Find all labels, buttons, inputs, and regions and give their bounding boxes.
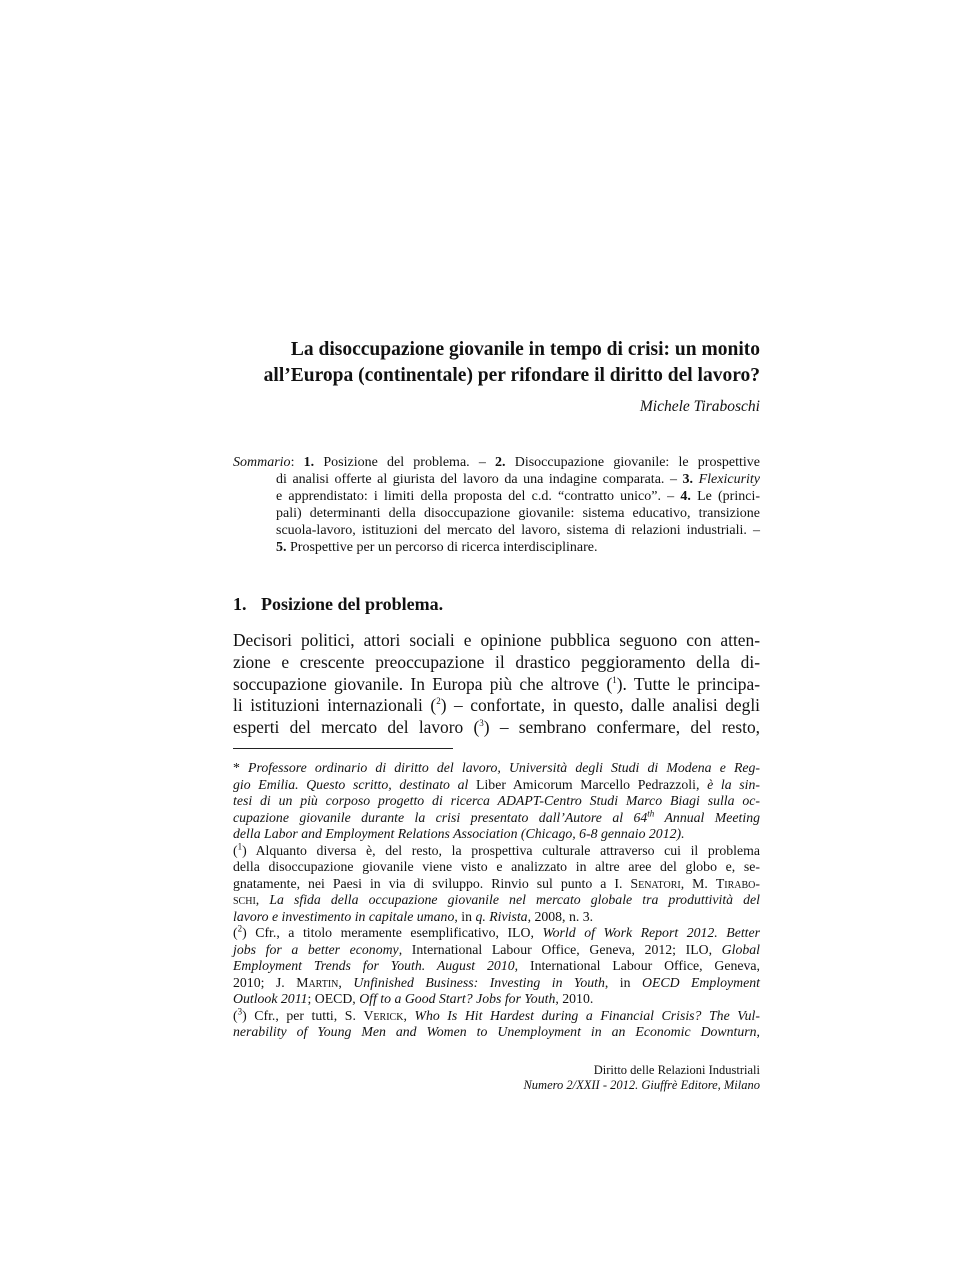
body-paragraph: Decisori politici, attori sociali e opinione pubblica seguono con atten- zione e crescente preoccupazione il drastico peggioramento della di- soccupazione giovanile. In Europa più che altrove ($^1$). Tutte le principa- li istituzioni internazionali ($^2$) – confortate, in questo, dalle analisi degli esperti del mercato del lavoro ($^3$) – sembrano confermare, del resto, (233, 630, 760, 738)
title-line-2: all’Europa (continentale) per rifondare il diritto del lavoro? (263, 365, 760, 386)
footnote-3: ($^3$) Cfr., per tutti, S. Verick, Who Is Hit Hardest during a Financial Crisis? The Vul- nerability of Young Men and Women to Unemployment in an Economic Downturn, (233, 1005, 760, 1039)
summary-line: di analisi offerte al giurista del lavoro da una indagine comparata. – 3. Flexicurity (276, 472, 761, 488)
summary-item-text: Prospettive per un percorso di ricerca interdisciplinare. (290, 540, 598, 556)
author-name: Michele Tiraboschi (639, 398, 760, 415)
section-title: Posizione del problema. (261, 594, 444, 614)
title-line-1: La disoccupazione giovanile in tempo di crisi: un monito (290, 339, 760, 360)
article-title (230, 337, 760, 389)
summary-line: Sommario: 1. Posizione del problema. – 2. Disoccupazione giovanile: le prospettive (233, 455, 761, 470)
summary-line: scuola-lavoro, istituzioni del mercato del lavoro, sistema di relazioni industriali. – (276, 523, 760, 539)
footnote-star: * Professore ordinario di diritto del lavoro, Università degli Studi di Modena e Reg- gio Emilia. Questo scritto, destinato al Liber Amicorum Marcello Pedrazzoli, è la sin- tesi di un più corposo progetto di ricerca ADAPT-Centro Studi Marco Biagi sulla oc- cupazione giovanile durante la crisi presentato dall’Autore al 64th Annual Meeting della Labor and Employment Relations Association (Chicago, 6-8 gennaio 2012). (233, 760, 760, 841)
section-heading (233, 594, 443, 615)
footnote-2: ($^2$) Cfr., a titolo meramente esemplificativo, ILO, World of Work Report 2012. Better jobs for a better economy, International Labour Office, Geneva, 2012; ILO, Global Employment Trends for Youth. August 2010, International Labour Office, Geneva, 2010; J. Martin, Unfinished Business: Investing in Youth, in OECD Employment Outlook 2011; OECD, Off to a Good Start? Jobs for Youth, 2010. (233, 923, 760, 1006)
section-number: 1. (233, 594, 247, 614)
summary-item-number: 1. (303, 455, 315, 470)
footnote-1: ($^1$) Alquanto diversa è, del resto, la prospettiva culturale attraverso cui il problema della disoccupazione giovanile viene visto e analizzato in altre aree del globo e, se- gnatamente, nei Paesi in via di sviluppo. Rinvio sul punto a I. Senatori, M. Tirabo- schi, La sfida della occupazione giovanile nel mercato globale tra produttività del lavoro e investimento in capitale umano, in q. Rivista, 2008, n. 3. (233, 840, 761, 924)
journal-info (440, 1063, 760, 1093)
journal-name: Diritto delle Relazioni Industriali (593, 1063, 760, 1077)
summary-line (233, 539, 760, 556)
summary-item-number: 2. (495, 455, 506, 470)
summary (233, 454, 760, 557)
journal-issue: Numero 2/XXII - 2012. Giuffrè Editore, Milano (523, 1078, 760, 1092)
summary-item-italic: Flexicurity (698, 472, 761, 488)
summary-item-number: 4. (680, 489, 691, 505)
summary-label: Sommario (233, 455, 291, 470)
summary-item-text: Posizione del problema. (323, 455, 470, 470)
footnote-separator (233, 748, 453, 749)
summary-item-number: 5. (276, 540, 287, 556)
summary-line: pali) determinanti della disoccupazione giovanile: sistema educativo, transizione (276, 506, 760, 522)
summary-item-number: 3. (682, 472, 694, 488)
footnotes (233, 760, 760, 1041)
summary-line: e apprendistato: i limiti della proposta del c.d. “contratto unico”. – 4. Le (princi- (276, 489, 761, 505)
